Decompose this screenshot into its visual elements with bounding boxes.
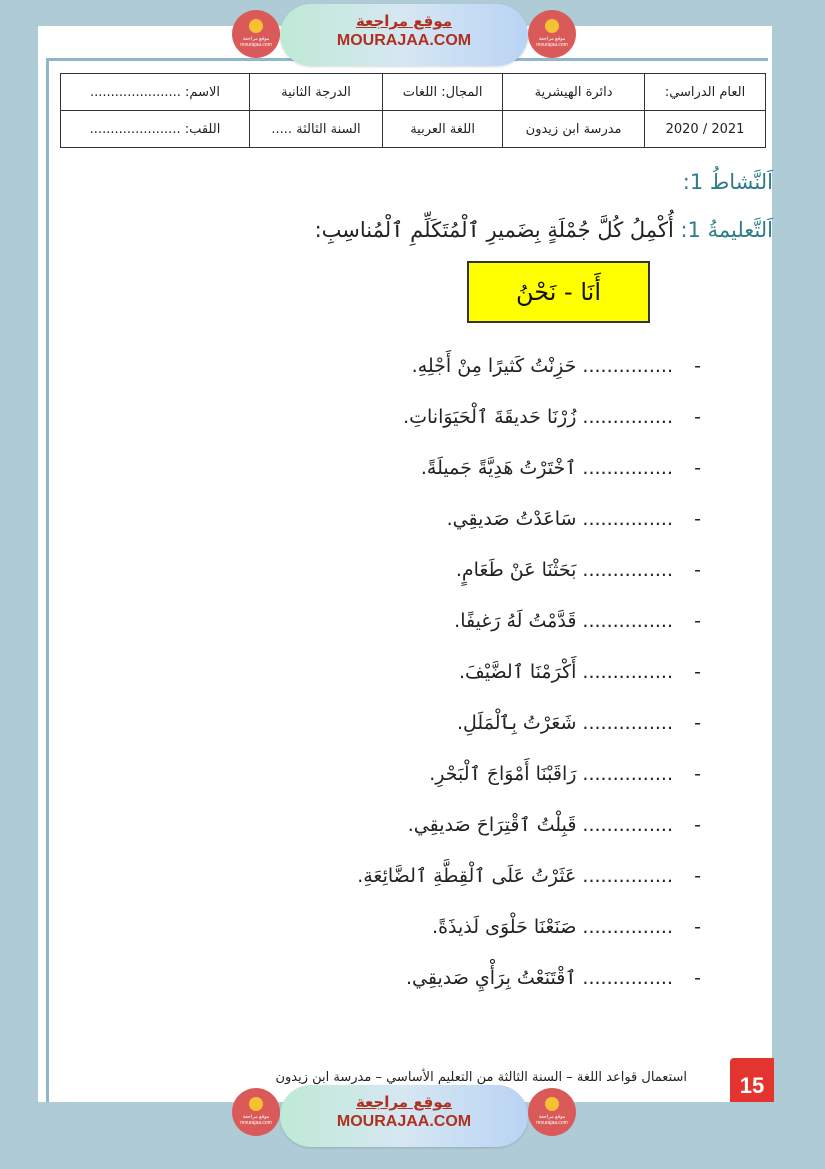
list-item: -...............أَكْرَمْنَا ٱلضَّيْفَ. bbox=[459, 661, 701, 683]
footer-text: استعمال قواعد اللغة – السنة الثالثة من التعليم الأساسي – مدرسة ابن زيدون bbox=[275, 1070, 687, 1085]
answer-blank[interactable]: ............... bbox=[582, 967, 673, 989]
header-table bbox=[60, 73, 766, 148]
answer-blank[interactable]: ............... bbox=[582, 865, 673, 887]
list-item: -...............عَثَرْتُ عَلَى ٱلْقِطَّةِ ٱلضَّائِعَةِ. bbox=[357, 865, 701, 887]
sentence-text: أَكْرَمْنَا ٱلضَّيْفَ. bbox=[459, 661, 577, 683]
answer-blank[interactable]: ............... bbox=[582, 355, 673, 377]
sentence-text: صَنَعْنَا حَلْوَى لَذيذَةً. bbox=[432, 916, 577, 938]
watermark-arabic: موقع مراجعة bbox=[355, 12, 453, 30]
instruction-label: اَلتَّعليمةُ 1: bbox=[680, 218, 773, 242]
sentence-text: حَزِنْتُ كَثيرًا مِنْ أَجْلِهِ. bbox=[411, 355, 577, 377]
school-name: مدرسة ابن زيدون bbox=[503, 111, 645, 148]
watermark-arabic: موقع مراجعة bbox=[355, 1093, 453, 1111]
list-item: -...............بَحَثْنَا عَنْ طَعَامٍ. bbox=[455, 559, 701, 581]
sentence-text: قَدَّمْتُ لَهُ رَغيفًا. bbox=[454, 610, 577, 632]
surname-field: اللقب: ...................... bbox=[61, 111, 250, 148]
answer-blank[interactable]: ............... bbox=[582, 559, 673, 581]
instruction bbox=[315, 218, 773, 242]
instruction-text: أُكْمِلُ كُلَّ جُمْلَةٍ بِضَميرِ ٱلْمُتَكَلِّمِ ٱلْمُناسِبِ: bbox=[314, 218, 674, 242]
sentence-text: رَاقَبْنَا أَمْوَاجَ ٱلْبَحْرِ. bbox=[429, 763, 577, 785]
subject-domain: المجال: اللغات bbox=[383, 74, 503, 111]
logo-badge-icon: موقع مراجعة mourajaa.com bbox=[232, 1088, 280, 1136]
logo-badge-icon: موقع مراجعة mourajaa.com bbox=[528, 10, 576, 58]
sentence-text: شَعَرْتُ بِٱلْمَلَلِ. bbox=[456, 712, 577, 734]
answer-blank[interactable]: ............... bbox=[582, 508, 673, 530]
list-item: -...............سَاعَدْتُ صَديقِي. bbox=[446, 508, 701, 530]
name-field: الاسم: ...................... bbox=[61, 74, 250, 111]
answer-blank[interactable]: ............... bbox=[582, 763, 673, 785]
watermark-banner-bottom[interactable] bbox=[280, 1085, 528, 1147]
header-row bbox=[61, 111, 766, 148]
logo-badge-icon: موقع مراجعة mourajaa.com bbox=[232, 10, 280, 58]
list-item: -...............زُرْنَا حَديقَةَ ٱلْحَيَوَاناتِ. bbox=[403, 406, 701, 428]
answer-blank[interactable]: ............... bbox=[582, 712, 673, 734]
watermark-latin: MOURAJAA.COM bbox=[336, 1113, 472, 1130]
subject: اللغة العربية bbox=[383, 111, 503, 148]
district: دائرة الهيشرية bbox=[503, 74, 645, 111]
list-item: -...............ٱقْتَنَعْتُ بِرَأْيِ صَديقِي. bbox=[406, 967, 701, 989]
sentence-text: بَحَثْنَا عَنْ طَعَامٍ. bbox=[455, 559, 577, 581]
sentence-text: عَثَرْتُ عَلَى ٱلْقِطَّةِ ٱلضَّائِعَةِ. bbox=[357, 865, 577, 887]
answer-blank[interactable]: ............... bbox=[582, 916, 673, 938]
list-item: -...............رَاقَبْنَا أَمْوَاجَ ٱلْبَحْرِ. bbox=[429, 763, 701, 785]
sentence-text: ٱقْتَنَعْتُ بِرَأْيِ صَديقِي. bbox=[406, 967, 577, 989]
answer-blank[interactable]: ............... bbox=[582, 406, 673, 428]
list-item: -...............قَدَّمْتُ لَهُ رَغيفًا. bbox=[454, 610, 701, 632]
answer-blank[interactable]: ............... bbox=[582, 814, 673, 836]
grade-level: الدرجة الثانية bbox=[250, 74, 383, 111]
answer-blank[interactable]: ............... bbox=[582, 457, 673, 479]
watermark-banner-top[interactable] bbox=[280, 4, 528, 66]
activity-title: اَلنَّشاطُ 1: bbox=[682, 170, 773, 194]
sentence-text: سَاعَدْتُ صَديقِي. bbox=[446, 508, 577, 530]
list-item: -...............قَبِلْتُ ٱقْتِرَاحَ صَديقِي. bbox=[407, 814, 701, 836]
logo-badge-icon: موقع مراجعة mourajaa.com bbox=[528, 1088, 576, 1136]
answer-blank[interactable]: ............... bbox=[582, 661, 673, 683]
list-item: -...............شَعَرْتُ بِٱلْمَلَلِ. bbox=[456, 712, 701, 734]
sentence-text: قَبِلْتُ ٱقْتِرَاحَ صَديقِي. bbox=[407, 814, 577, 836]
class-year: السنة الثالثة ..... bbox=[250, 111, 383, 148]
list-item: -...............صَنَعْنَا حَلْوَى لَذيذَةً. bbox=[432, 916, 701, 938]
list-item: -...............حَزِنْتُ كَثيرًا مِنْ أَجْلِهِ. bbox=[411, 355, 701, 377]
sentence-text: ٱخْتَرْتُ هَدِيَّةً جَميلَةً. bbox=[420, 457, 577, 479]
school-year-label: العام الدراسي: bbox=[645, 74, 766, 111]
list-item: -...............ٱخْتَرْتُ هَدِيَّةً جَميلَةً. bbox=[420, 457, 701, 479]
header-row bbox=[61, 74, 766, 111]
sentence-text: زُرْنَا حَديقَةَ ٱلْحَيَوَاناتِ. bbox=[403, 406, 577, 428]
watermark-latin: MOURAJAA.COM bbox=[336, 32, 472, 49]
school-year: 2021 / 2020 bbox=[645, 111, 766, 148]
answer-blank[interactable]: ............... bbox=[582, 610, 673, 632]
sentence-list bbox=[357, 355, 701, 1018]
pronoun-choices-box: أَنَا - نَحْنُ bbox=[467, 261, 650, 323]
page-number: 15 bbox=[730, 1058, 774, 1102]
